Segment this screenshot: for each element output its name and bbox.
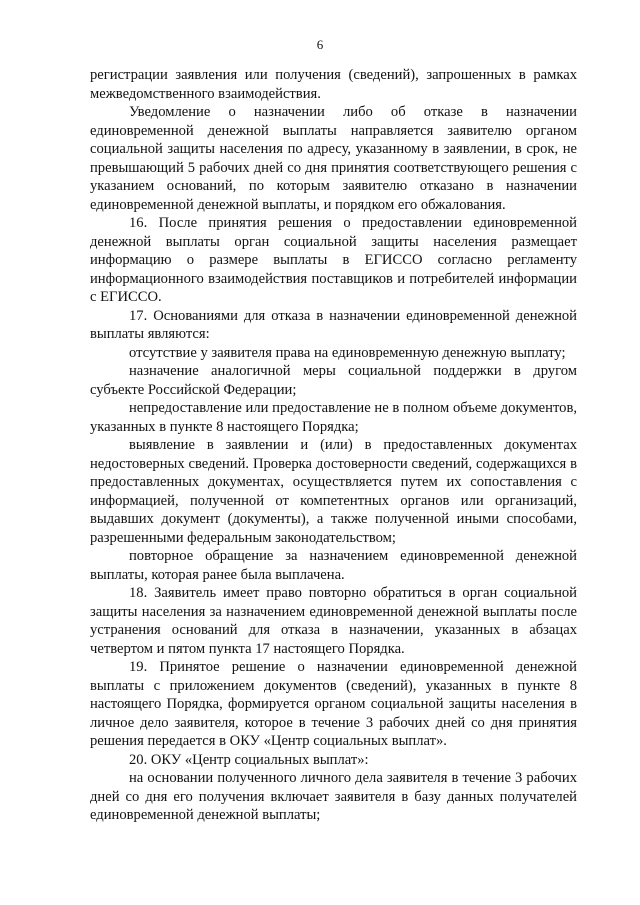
paragraph: 19. Принятое решение о назначении единовременной денежной выплаты с приложением документов (сведений), указанных в пункте 8 настоящего Порядка, формируется органом социальной защиты населения в личное дело заявителя, которое в течение 3 рабочих дней со дня принятия решения передается в ОКУ «Центр социальных выплат».	[90, 659, 577, 749]
paragraph: выявление в заявлении и (или) в предоставленных документах недостоверных сведений. Проверка достоверности сведений, содержащихся в предоставленных документах, осуществляется путем их сопоставления с информацией, полученной от компетентных органов или организаций, выдавших документ (документы), а также полученной иными способами, разрешенными федеральным законодательством;	[90, 437, 577, 546]
paragraph: регистрации заявления или получения (сведений), запрошенных в рамках межведомственного взаимодействия.	[90, 67, 577, 102]
paragraph: отсутствие у заявителя права на единовременную денежную выплату;	[129, 344, 566, 361]
paragraph: повторное обращение за назначением единовременной денежной выплаты, которая ранее была выплачена.	[90, 548, 577, 583]
paragraph: 18. Заявитель имеет право повторно обратиться в орган социальной защиты населения за назначением единовременной денежной выплаты после устранения оснований для отказа в назначении, указанных в абзацах четвертом и пятом пункта 17 настоящего Порядка.	[90, 585, 577, 657]
paragraph: Уведомление о назначении либо об отказе в назначении единовременной денежной выплаты направляется заявителю органом социальной защиты населения по адресу, указанному в заявлении, в срок, не превышающий 5 рабочих дней со дня принятия соответствующего решения с указанием оснований, по которым заявителю отказано в назначении единовременной денежной выплаты, и порядком его обжалования.	[90, 104, 577, 213]
paragraph: на основании полученного личного дела заявителя в течение 3 рабочих дней со дня его получения включает заявителя в базу данных получателей единовременной денежной выплаты;	[90, 770, 577, 823]
page-number: 6	[316, 37, 324, 52]
paragraph: 17. Основаниями для отказа в назначении единовременной денежной выплаты являются:	[90, 307, 577, 342]
paragraph: 16. После принятия решения о предоставлении единовременной денежной выплаты орган социальной защиты населения размещает информацию о размере выплаты в ЕГИССО согласно регламенту информационного взаимодействия поставщиков и потребителей информации с ЕГИССО.	[90, 215, 577, 305]
paragraph: непредоставление или предоставление не в полном объеме документов, указанных в пункте 8 настоящего Порядка;	[90, 400, 577, 435]
document-body	[90, 66, 577, 825]
paragraph: 20. ОКУ «Центр социальных выплат»:	[129, 751, 369, 768]
paragraph: назначение аналогичной меры социальной поддержки в другом субъекте Российской Федерации;	[90, 363, 577, 398]
